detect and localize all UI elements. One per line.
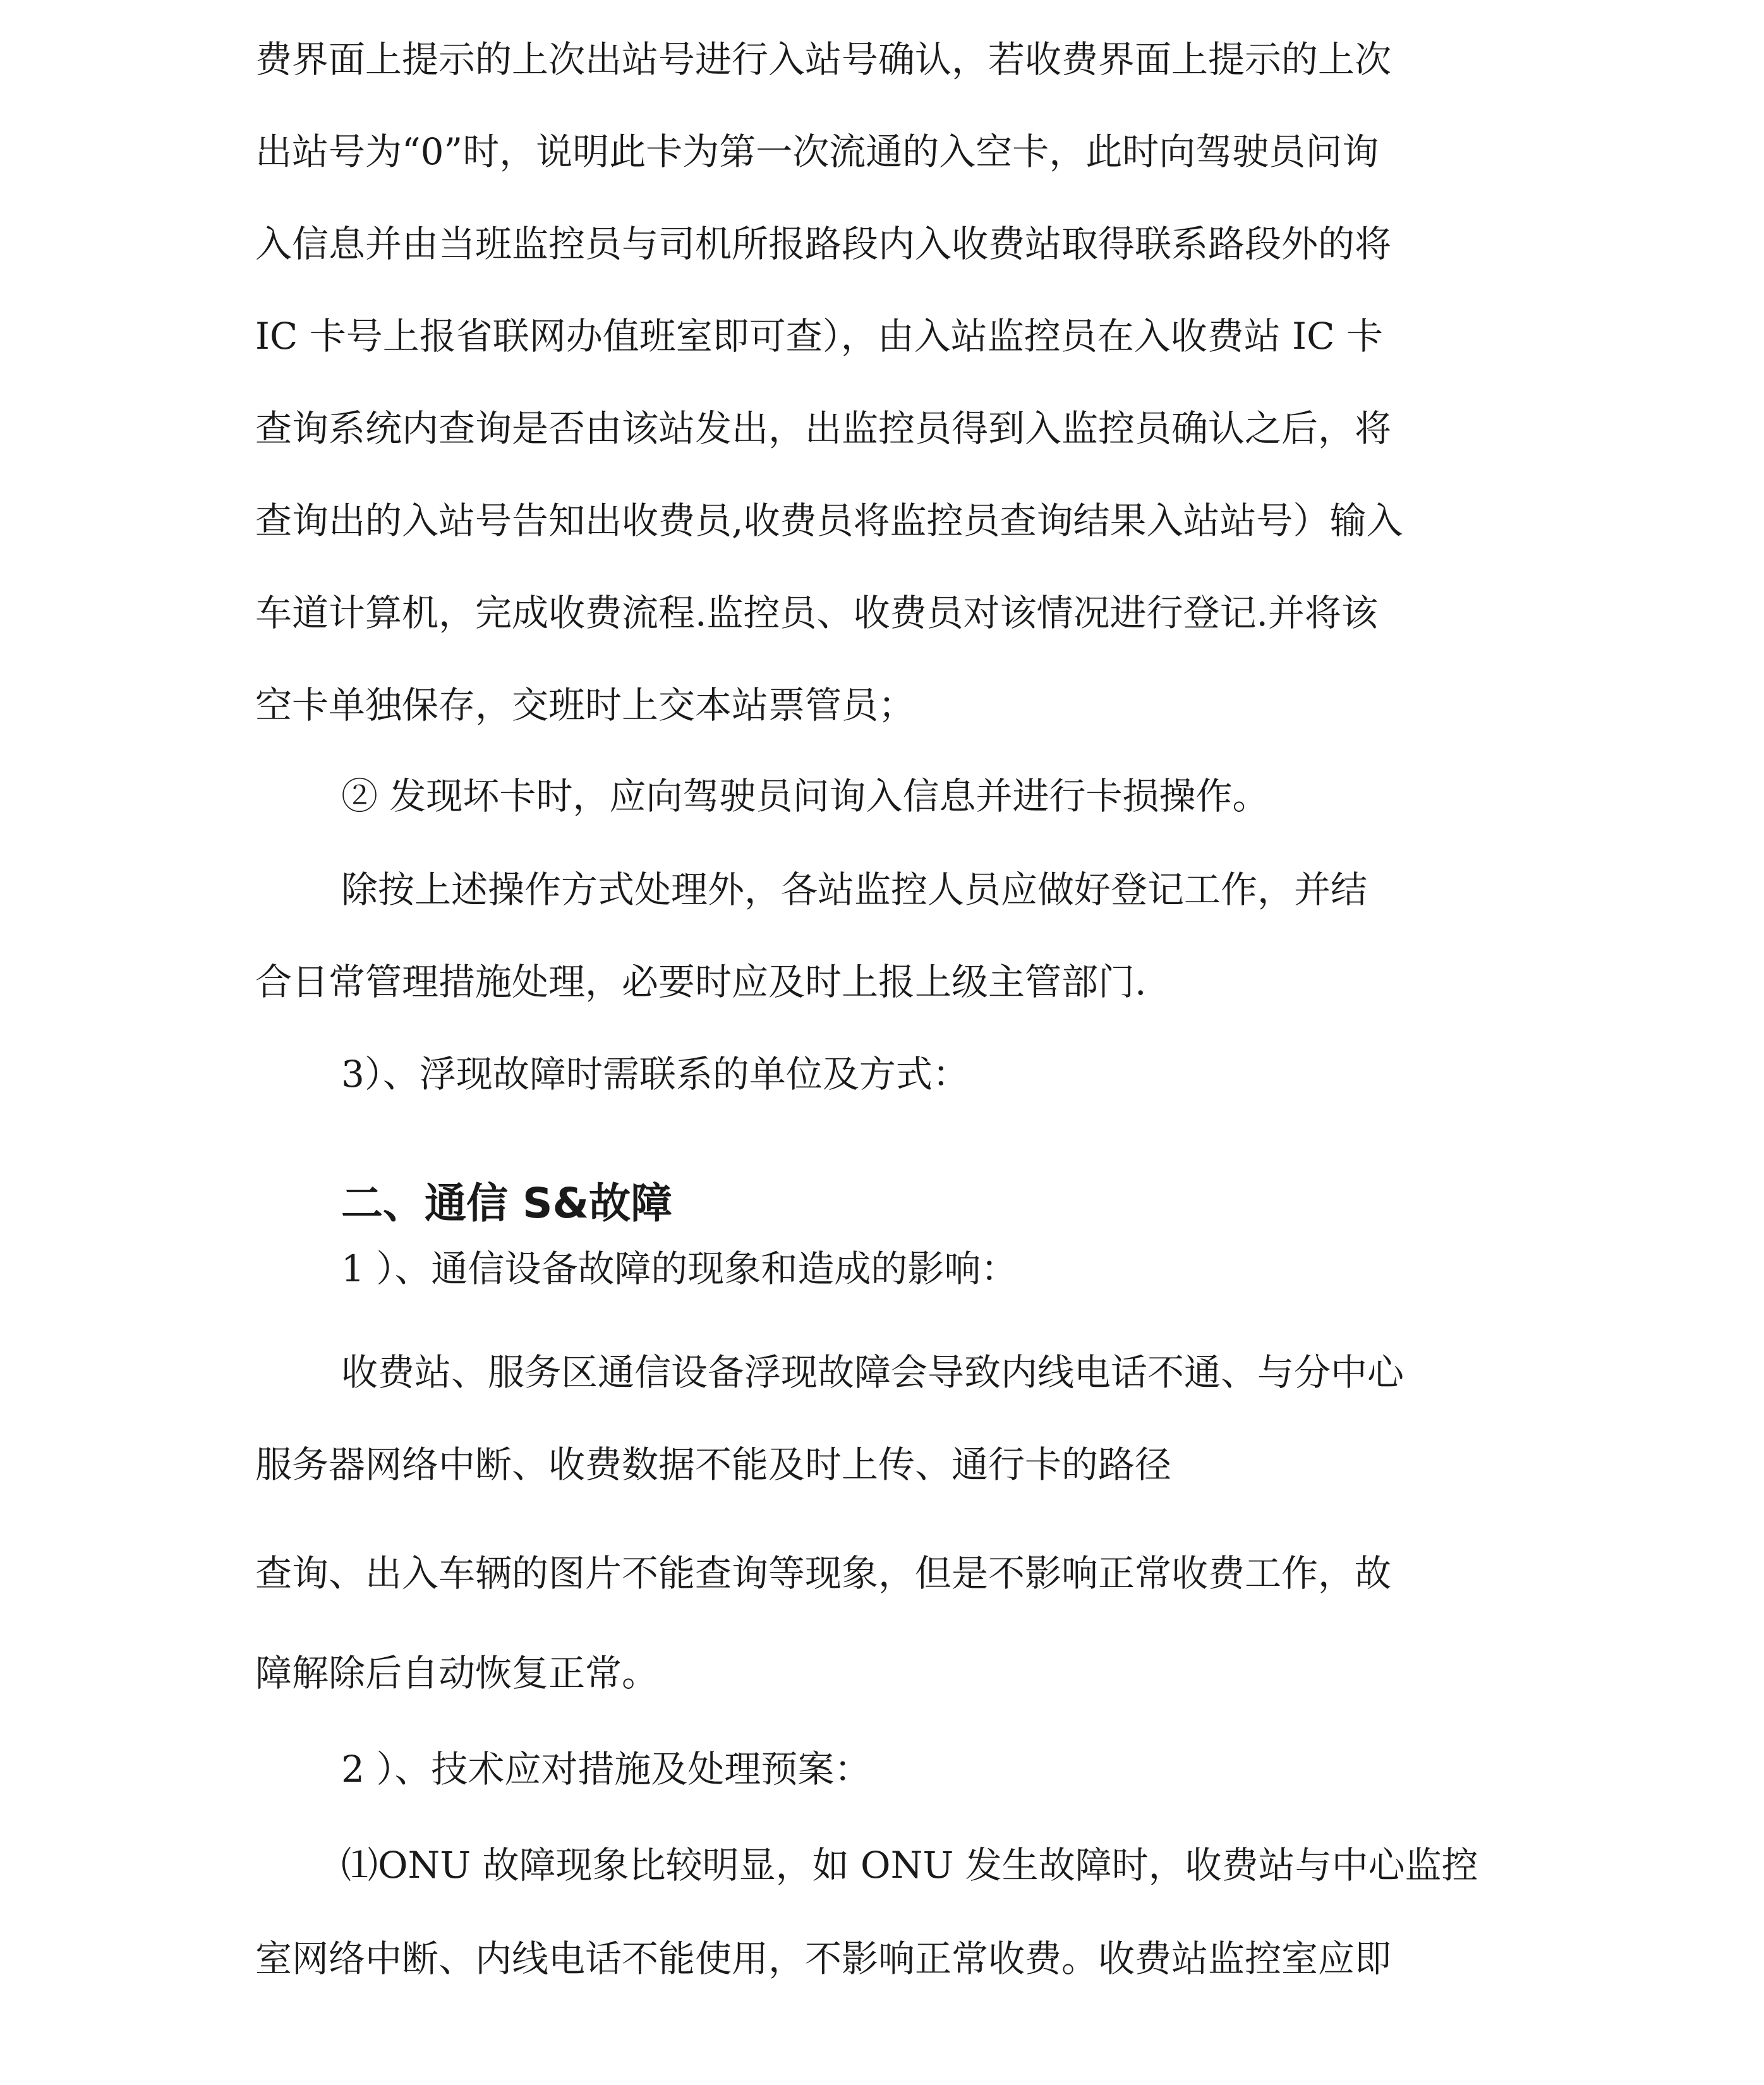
paragraph-line: 除按上述操作方式处理外，各站监控人员应做好登记工作，并结: [341, 868, 1368, 911]
paragraph-line: 查询系统内查询是否由该站发出，出监控员得到入监控员确认之后，将: [255, 407, 1392, 450]
paragraph-line: 收费站、服务区通信设备浮现故障会导致内线电话不通、与分中心: [341, 1351, 1405, 1394]
list-item: ② 发现坏卡时，应向驾驶员问询入信息并进行卡损操作。: [341, 775, 1269, 818]
paragraph-line: 障解除后自动恢复正常。: [255, 1652, 659, 1695]
paragraph-line: 入信息并由当班监控员与司机所报路段内入收费站取得联系路段外的将: [255, 222, 1392, 265]
paragraph-line: 服务器网络中断、收费数据不能及时上传、通行卡的路径: [255, 1443, 1172, 1486]
paragraph-line: 合日常管理措施处理，必要时应及时上报上级主管部门.: [255, 960, 1147, 1003]
paragraph-line: 车道计算机，完成收费流程.监控员、收费员对该情况进行登记.并将该: [255, 591, 1378, 634]
paragraph-line: 查询、出入车辆的图片不能查询等现象，但是不影响正常收费工作，故: [255, 1552, 1392, 1595]
paragraph-line: 空卡单独保存，交班时上交本站票管员；: [255, 684, 915, 727]
subsection-title: 2 ）、技术应对措施及处理预案：: [341, 1748, 871, 1791]
paragraph-line: 出站号为“0”时，说明此卡为第一次流通的入空卡，此时向驾驶员问询: [255, 130, 1379, 173]
paragraph-line: IC 卡号上报省联网办值班室即可查），由入站监控员在入收费站 IC 卡: [255, 315, 1383, 358]
section-heading: 二、通信 S&故障: [341, 1179, 673, 1228]
subsection-title: 3）、浮现故障时需联系的单位及方式：: [341, 1053, 969, 1096]
paragraph-line: 室网络中断、内线电话不能使用，不影响正常收费。收费站监控室应即: [255, 1937, 1392, 1980]
paragraph-line: 费界面上提示的上次出站号进行入站号确认，若收费界面上提示的上次: [255, 38, 1392, 81]
subsection-title: 1 ）、通信设备故障的现象和造成的影响：: [341, 1247, 1018, 1290]
paragraph-line: 查询出的入站号告知出收费员,收费员将监控员查询结果入站站号）输入: [255, 499, 1403, 542]
paragraph-line: ⑴ONU 故障现象比较明显，如 ONU 发生故障时，收费站与中心监控: [341, 1844, 1478, 1887]
